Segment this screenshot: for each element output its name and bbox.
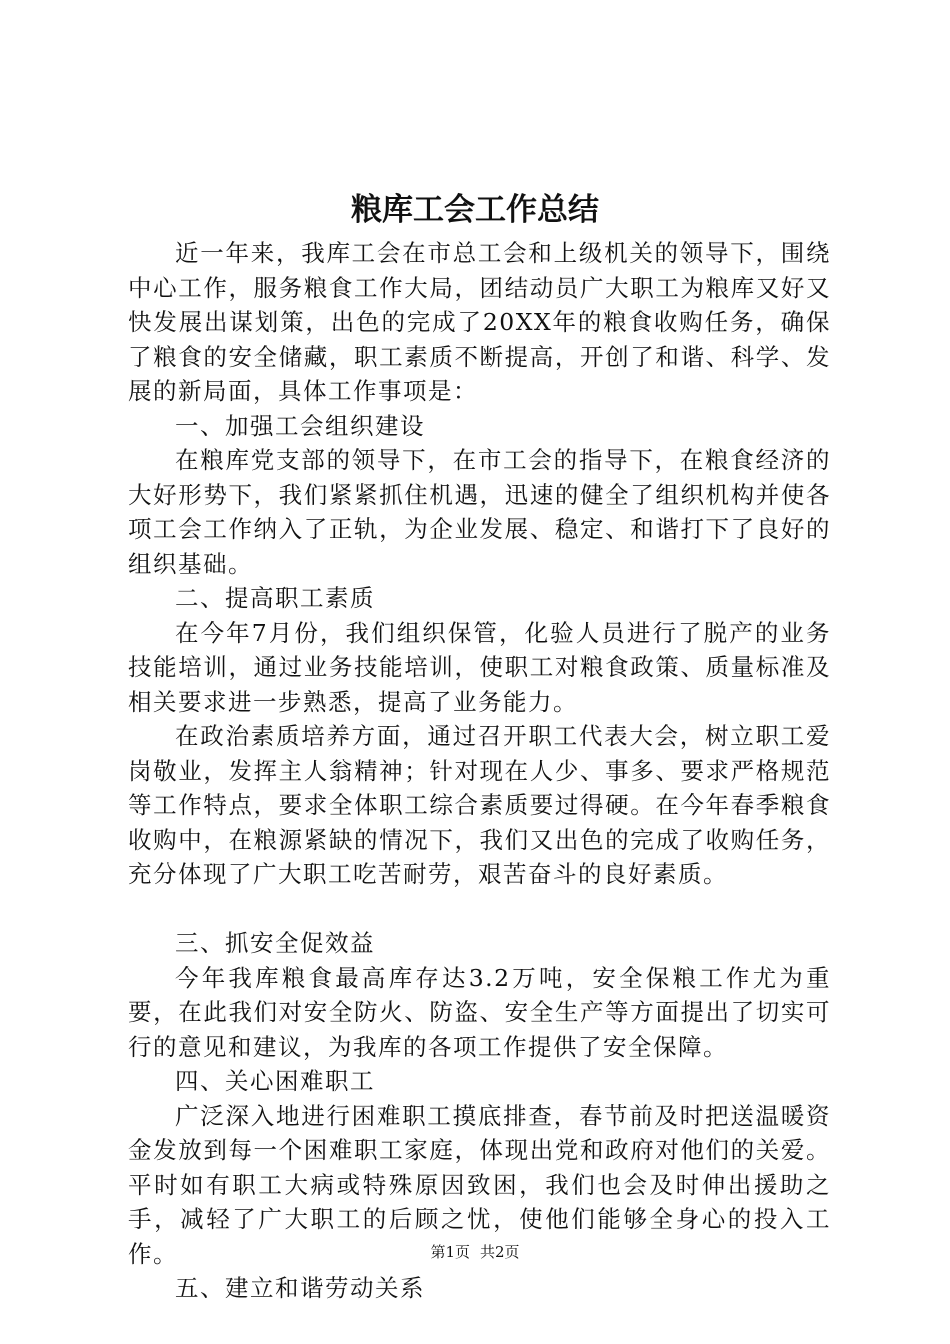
section-heading-2: 二、提高职工素质	[175, 584, 375, 612]
section-heading-5: 五、建立和谐劳动关系	[175, 1274, 425, 1302]
paragraph-section-2b: 在政治素质培养方面，通过召开职工代表大会，树立职工爱岗敬业，发挥主人翁精神；针对现在人少、事多、要求严格规范等工作特点，要求全体职工综合素质要过得硬。在今年春季粮食收购中，在粮源紧缺的情况下，我们又出色的完成了收购任务，充分体现了广大职工吃苦耐劳，艰苦奋斗的良好素质。	[128, 722, 831, 888]
paragraph-section-4: 广泛深入地进行困难职工摸底排查，春节前及时把送温暖资金发放到每一个困难职工家庭，体现出党和政府对他们的关爱。平时如有职工大病或特殊原因致困，我们也会及时伸出援助之手，减轻了广大职工的后顾之忧，使他们能够全身心的投入工作。	[128, 1101, 831, 1268]
paragraph-section-1: 在粮库党支部的领导下，在市工会的指导下，在粮食经济的大好形势下，我们紧紧抓住机遇，迅速的健全了组织机构并使各项工会工作纳入了正轨，为企业发展、稳定、和谐打下了良好的组织基础。	[128, 446, 831, 578]
page-number: 第1页	[430, 1243, 470, 1261]
document-body	[128, 236, 831, 1306]
section-heading-1: 一、加强工会组织建设	[175, 411, 425, 440]
page-total: 共2页	[480, 1243, 520, 1261]
document-title: 粮库工会工作总结	[351, 192, 599, 228]
paragraph-section-2a: 在今年7月份，我们组织保管，化验人员进行了脱产的业务技能培训，通过业务技能培训，使职工对粮食政策、质量标准及相关要求进一步熟悉，提高了业务能力。	[128, 618, 831, 716]
blank-line	[128, 892, 831, 927]
paragraph-section-3: 今年我库粮食最高库存达3.2万吨，安全保粮工作尤为重要，在此我们对安全防火、防盗、安全生产等方面提出了切实可行的意见和建议，为我库的各项工作提供了安全保障。	[128, 963, 831, 1061]
page-footer	[0, 1242, 950, 1262]
section-heading-4: 四、关心困难职工	[175, 1067, 375, 1095]
section-heading-3: 三、抓安全促效益	[175, 929, 375, 957]
paragraph-intro: 近一年来，我库工会在市总工会和上级机关的领导下，围绕中心工作，服务粮食工作大局，团结动员广大职工为粮库又好又快发展出谋划策，出色的完成了20XX年的粮食收购任务，确保了粮食的安全储藏，职工素质不断提高，开创了和谐、科学、发展的新局面，具体工作事项是：	[128, 239, 831, 405]
